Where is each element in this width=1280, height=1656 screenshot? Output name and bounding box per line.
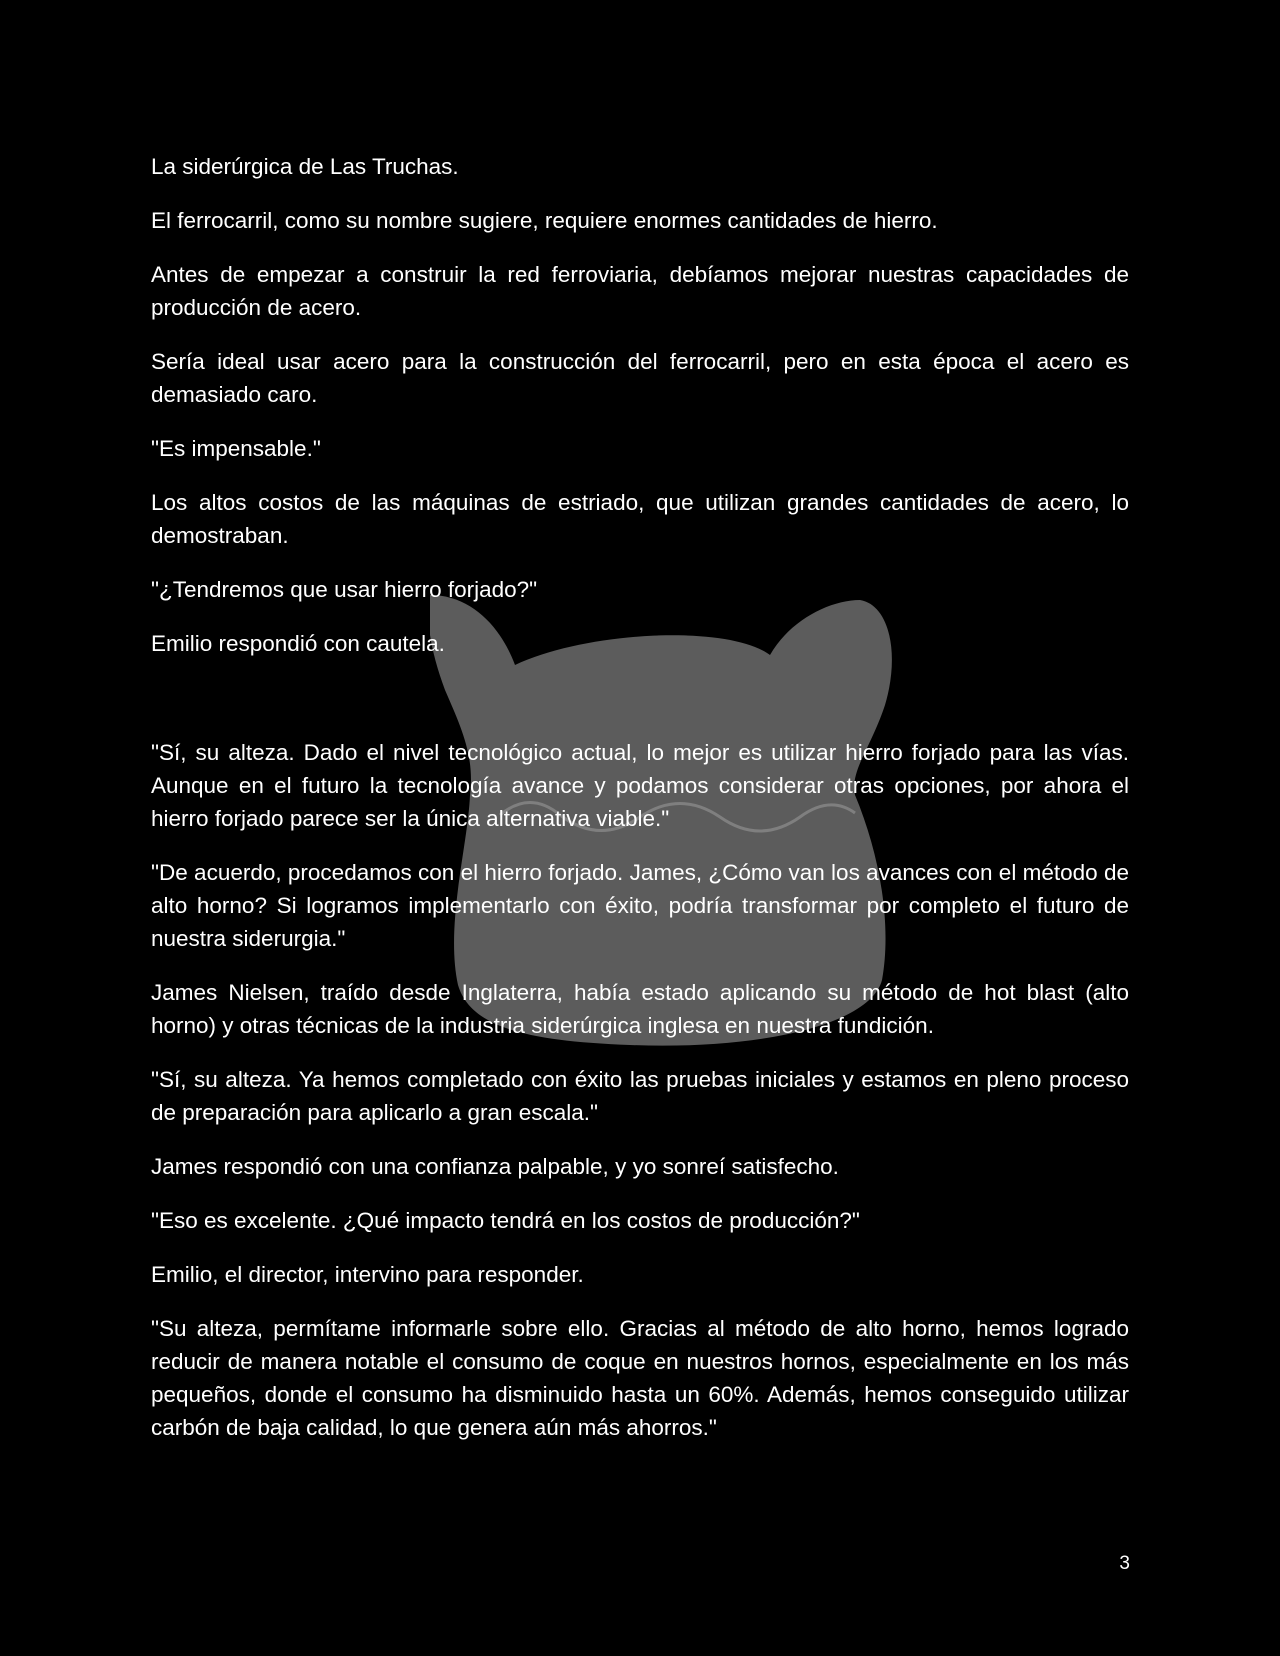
blank-line: [151, 681, 1129, 736]
paragraph: El ferrocarril, como su nombre sugiere, requiere enormes cantidades de hierro.: [151, 208, 938, 233]
paragraph: James Nielsen, traído desde Inglaterra, había estado aplicando su método de hot blast (alto horno) y otras técnicas de la industria siderúrgica inglesa en nuestra fundición.: [151, 980, 1129, 1038]
paragraph: "Sí, su alteza. Dado el nivel tecnológico actual, lo mejor es utilizar hierro forjado para las vías. Aunque en el futuro la tecnología avance y podamos considerar otras opciones, por ahora el hierro forjado parece ser la única alternativa viable.": [151, 740, 1129, 831]
paragraph: "¿Tendremos que usar hierro forjado?": [151, 577, 538, 602]
page-number: 3: [1119, 1553, 1130, 1574]
paragraph: Los altos costos de las máquinas de estriado, que utilizan grandes cantidades de acero, lo demostraban.: [151, 490, 1129, 548]
paragraph: Sería ideal usar acero para la construcción del ferrocarril, pero en esta época el acero es demasiado caro.: [151, 349, 1129, 407]
paragraph: "Su alteza, permítame informarle sobre ello. Gracias al método de alto horno, hemos logrado reducir de manera notable el consumo de coque en nuestros hornos, especialmente en los más pequeños, donde el consumo ha disminuido hasta un 60%. Además, hemos conseguido utilizar carbón de baja calidad, lo que genera aún más ahorros.": [151, 1316, 1129, 1440]
paragraph: Emilio, el director, intervino para responder.: [151, 1262, 584, 1287]
paragraph: "Es impensable.": [151, 436, 321, 461]
paragraph: La siderúrgica de Las Truchas.: [151, 154, 459, 179]
paragraph: Antes de empezar a construir la red ferroviaria, debíamos mejorar nuestras capacidades de producción de acero.: [151, 262, 1129, 320]
paragraph: "Sí, su alteza. Ya hemos completado con éxito las pruebas iniciales y estamos en pleno proceso de preparación para aplicarlo a gran escala.": [151, 1067, 1129, 1125]
paragraph: James respondió con una confianza palpable, y yo sonreí satisfecho.: [151, 1154, 839, 1179]
paragraph: "De acuerdo, procedamos con el hierro forjado. James, ¿Cómo van los avances con el método de alto horno? Si logramos implementarlo con éxito, podría transformar por completo el futuro de nuestra siderurgia.": [151, 860, 1129, 951]
paragraph: Emilio respondió con cautela.: [151, 631, 445, 656]
paragraph: "Eso es excelente. ¿Qué impacto tendrá en los costos de producción?": [151, 1208, 860, 1233]
document-page: [151, 150, 1129, 1465]
